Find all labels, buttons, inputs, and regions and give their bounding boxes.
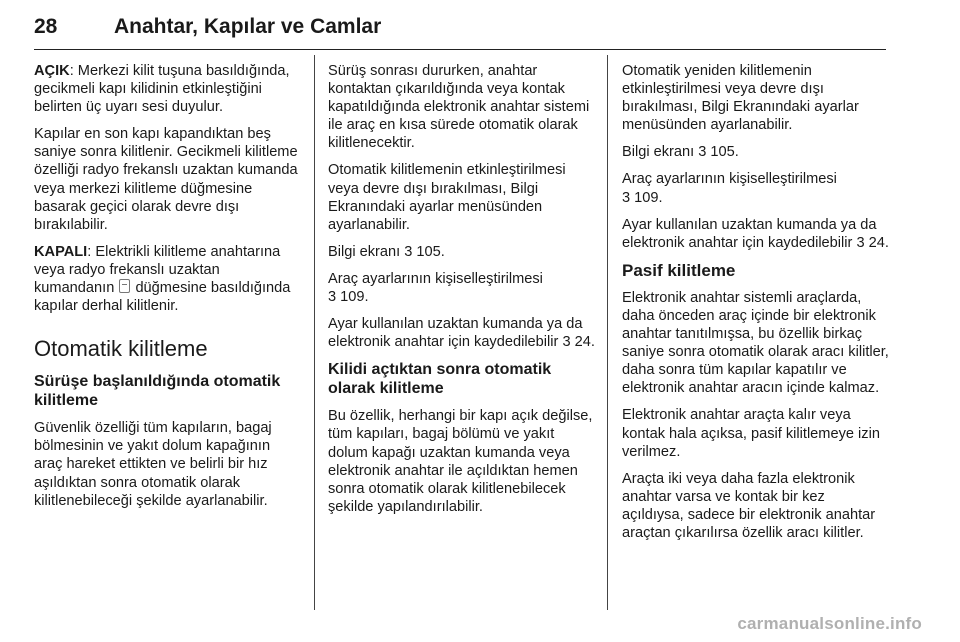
paragraph-text: Araç ayarlarının kişiselleştirilmesi	[622, 171, 837, 188]
paragraph	[622, 216, 890, 252]
paragraph-text: Ayar kullanılan uzaktan kumanda ya da elektronik anahtar için kaydedilebilir	[328, 316, 583, 351]
paragraph-text: Bilgi ekranı	[622, 144, 699, 161]
paragraph	[34, 243, 302, 315]
page-header	[34, 6, 886, 48]
column-divider	[314, 55, 315, 610]
paragraph-text: Ayar kullanılan uzaktan kumanda ya da elektronik anahtar için kaydedilebilir	[622, 216, 877, 251]
paragraph-text: : Elektrikli kilitleme anahtarına veya radyo frekanslı uzaktan kumandanın	[34, 243, 281, 297]
page-number: 28	[34, 15, 58, 38]
page-reference[interactable]: 3 24.	[562, 334, 595, 351]
paragraph: Sürüş sonrası dururken, anahtar kontaktan çıkarıldığında veya kontak kapatıldığında elektronik anahtar sistemi ile araç en kısa sürede otomatik olarak kilitlenecektir.	[328, 63, 590, 152]
subsection-heading: Sürüşe başlanıldığında otomatik kilitleme	[34, 373, 281, 410]
section-heading: Otomatik kilitleme	[34, 336, 208, 362]
page-reference[interactable]: 3 105.	[698, 144, 739, 161]
paragraph-text: : Merkezi kilit tuşuna basıldığında, gecikmeli kapı kilidinin etkinleştiğini belirten üç uyarı sesi duyulur.	[34, 63, 290, 116]
paragraph: Otomatik yeniden kilitlemenin etkinleştirilmesi veya devre dışı bırakılması, Bilgi Ekranındaki ayarlar menüsünden ayarlanabilir.	[622, 63, 859, 134]
paragraph: Elektronik anahtar araçta kalır veya kontak hala açıksa, pasif kilitlemeye izin verilmez.	[622, 407, 880, 460]
column-divider	[607, 55, 608, 610]
paragraph	[328, 315, 596, 351]
paragraph-text: Bilgi ekranı	[328, 243, 405, 260]
chapter-title: Anahtar, Kapılar ve Camlar	[114, 15, 382, 38]
lock-key-icon	[119, 279, 130, 293]
page-reference[interactable]: 3 105.	[404, 243, 445, 260]
paragraph: Güvenlik özelliği tüm kapıların, bagaj bölmesinin ve yakıt dolum kapağının araç hareket ettikten ve belirli bir hız aşıldıktan sonra otomatik olarak kilitlenebileceği şekilde ayarlanabilir.	[34, 420, 272, 509]
paragraph	[622, 143, 890, 161]
paragraph	[34, 62, 302, 116]
paragraph: Kapılar en son kapı kapandıktan beş saniye sonra kilitlenir. Gecikmeli kilitleme özelliği radyo frekanslı uzaktan kumanda veya merkezi kilitleme düğmesine basarak geçici olarak devre dışı bırakılabilir.	[34, 126, 298, 233]
keyword: AÇIK	[34, 63, 70, 79]
header-divider	[34, 49, 886, 50]
subsection-heading: Kilidi açtıktan sonra otomatik olarak kilitleme	[328, 361, 552, 398]
page-reference[interactable]: 3 109.	[328, 289, 369, 306]
paragraph: Araçta iki veya daha fazla elektronik anahtar varsa ve kontak bir kez açıldıysa, sadece bir elektronik anahtar araçtan çıkarılırsa özellik aracı kilitler.	[622, 470, 876, 541]
paragraph	[328, 243, 596, 261]
paragraph: Otomatik kilitlemenin etkinleştirilmesi veya devre dışı bırakılması, Bilgi Ekranındaki ayarlar menüsünden ayarlanabilir.	[328, 162, 566, 233]
page-reference[interactable]: 3 109.	[622, 189, 663, 206]
subsection-heading: Pasif kilitleme	[622, 260, 736, 280]
watermark: carmanualsonline.info	[737, 614, 922, 633]
text-column-3	[622, 62, 890, 551]
paragraph	[328, 270, 596, 306]
paragraph-text: düğmesine basıldığında kapılar derhal kilitlenir.	[34, 280, 291, 315]
keyword: KAPALI	[34, 243, 88, 260]
text-column-1	[34, 62, 302, 519]
paragraph	[622, 170, 890, 206]
paragraph: Bu özellik, herhangi bir kapı açık değilse, tüm kapıları, bagaj bölümü ve yakıt dolum kapağı uzaktan kumanda veya elektronik anahtar ile açıldıktan hemen sonra otomatik olarak kilitlenebilecek şekilde yapılandırılabilir.	[328, 408, 593, 515]
page-reference[interactable]: 3 24.	[856, 234, 889, 251]
text-column-2	[328, 62, 596, 525]
paragraph-text: Araç ayarlarının kişiselleştirilmesi	[328, 270, 543, 287]
paragraph: Elektronik anahtar sistemli araçlarda, daha önceden araç içinde bir elektronik anahtar tanıtılmışsa, bu özellik birkaç saniye sonra otomatik olarak aracı kilitler, daha sonra tüm kapılar kapatılır ve elektronik anahtar aracın içinde kalmaz.	[622, 289, 889, 397]
